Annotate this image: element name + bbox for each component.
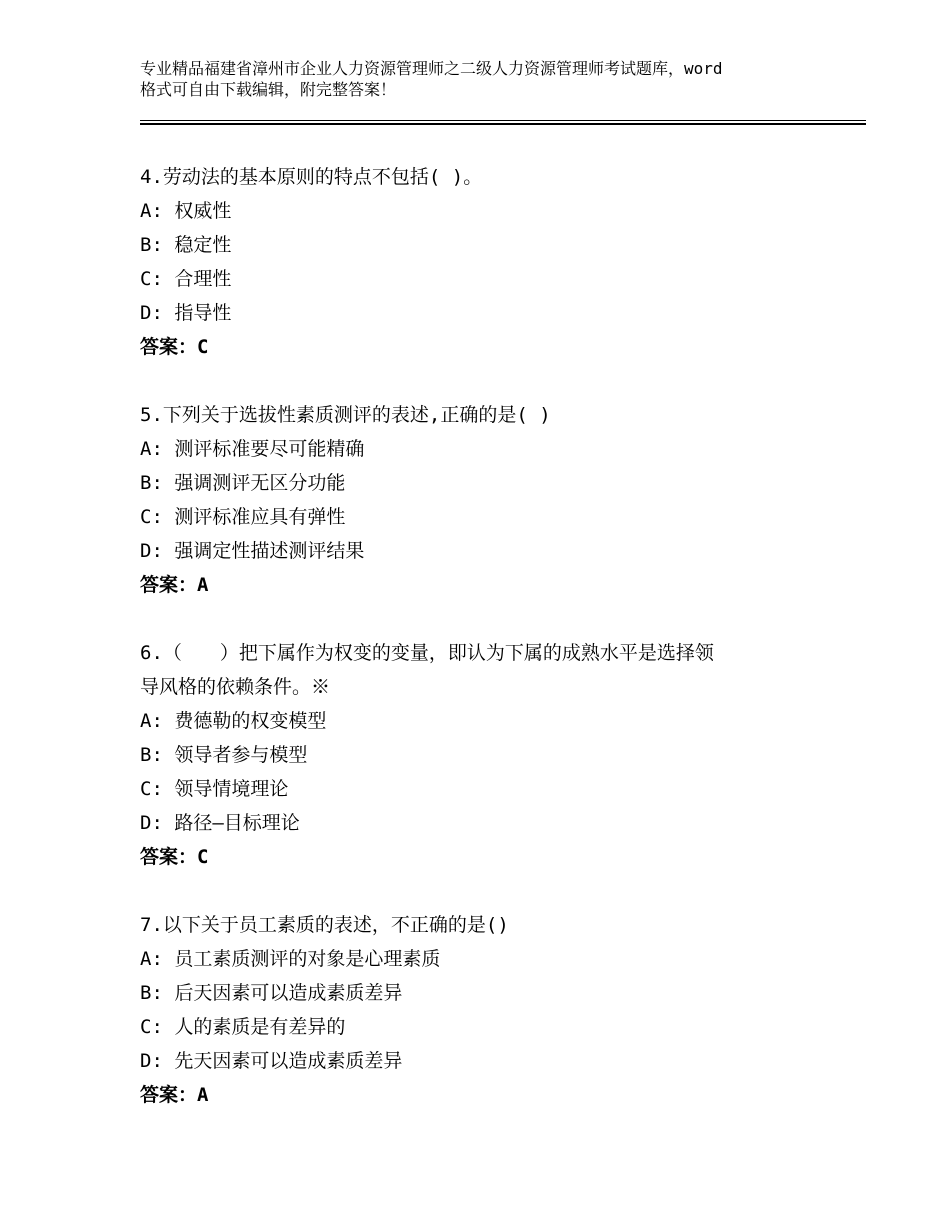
header-line-2: 格式可自由下载编辑，附完整答案！ — [140, 80, 397, 99]
header-line-1: 专业精品福建省漳州市企业人力资源管理师之二级人力资源管理师考试题库，word — [140, 59, 723, 78]
question-4 — [140, 160, 840, 364]
option-b: B: 稳定性 — [140, 234, 232, 256]
document-header — [140, 58, 830, 100]
option-d: D: 指导性 — [140, 302, 232, 324]
option-b: B: 后天因素可以造成素质差异 — [140, 982, 403, 1004]
answer: 答案：C — [140, 336, 209, 358]
option-a: A: 权威性 — [140, 200, 232, 222]
option-b: B: 领导者参与模型 — [140, 744, 308, 766]
option-d: D: 强调定性描述测评结果 — [140, 540, 365, 562]
option-b: B: 强调测评无区分功能 — [140, 472, 346, 494]
answer: 答案：A — [140, 574, 209, 596]
question-stem — [140, 636, 840, 704]
question-stem-line: 4.劳动法的基本原则的特点不包括( )。 — [140, 166, 483, 188]
answer: 答案：A — [140, 1084, 209, 1106]
option-d: D: 路径—目标理论 — [140, 812, 300, 834]
question-stem-line: 7.以下关于员工素质的表述，不正确的是() — [140, 914, 509, 936]
question-list — [140, 160, 840, 1146]
question-stem — [140, 908, 840, 942]
option-c: C: 测评标准应具有弹性 — [140, 506, 346, 528]
question-6 — [140, 636, 840, 874]
question-stem — [140, 398, 840, 432]
question-stem — [140, 160, 840, 194]
question-stem-line: 6.（ ）把下属作为权变的变量，即认为下属的成熟水平是选择领 — [140, 642, 714, 664]
option-c: C: 合理性 — [140, 268, 232, 290]
option-a: A: 费德勒的权变模型 — [140, 710, 327, 732]
question-stem-line: 导风格的依赖条件。※ — [140, 676, 331, 698]
option-c: C: 人的素质是有差异的 — [140, 1016, 346, 1038]
option-a: A: 员工素质测评的对象是心理素质 — [140, 948, 441, 970]
option-a: A: 测评标准要尽可能精确 — [140, 438, 365, 460]
question-5 — [140, 398, 840, 602]
option-d: D: 先天因素可以造成素质差异 — [140, 1050, 403, 1072]
header-divider — [140, 120, 866, 125]
question-7 — [140, 908, 840, 1112]
answer: 答案：C — [140, 846, 209, 868]
question-stem-line: 5.下列关于选拔性素质测评的表述,正确的是( ) — [140, 404, 551, 426]
option-c: C: 领导情境理论 — [140, 778, 289, 800]
